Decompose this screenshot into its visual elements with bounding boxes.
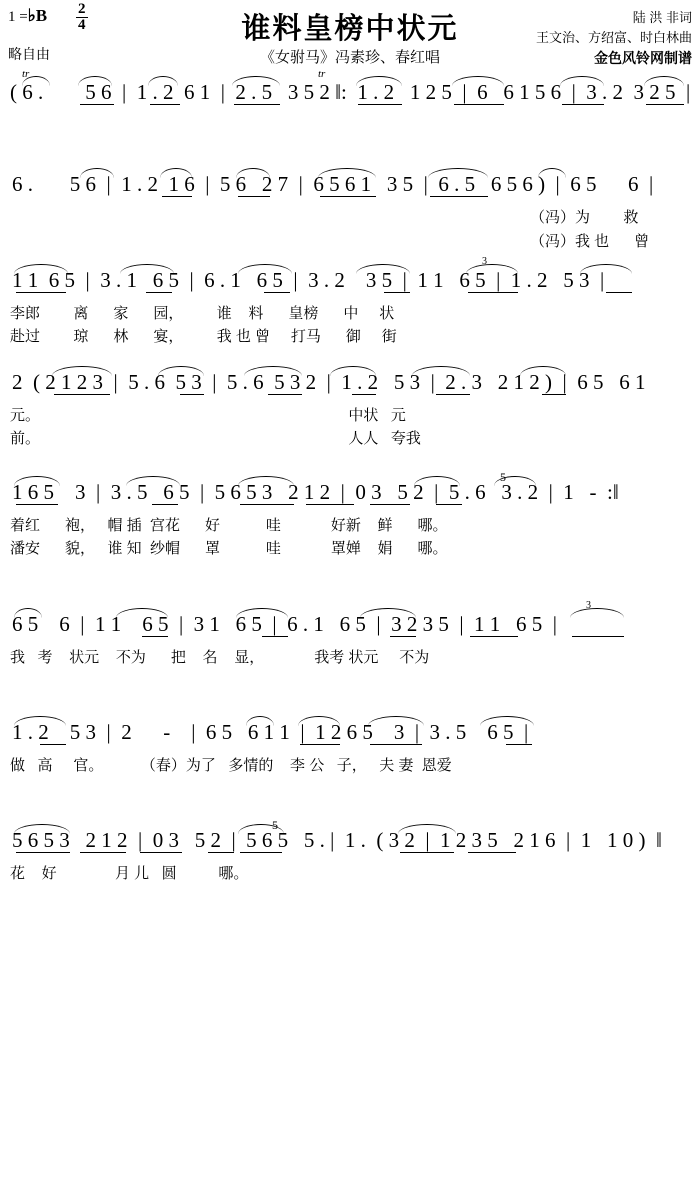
system-7-lyrics-line1: 做 高 官。 （春）为了 多情的 李 公 子， 夫 妻 恩爱 bbox=[10, 757, 452, 774]
system-8 bbox=[0, 818, 700, 885]
triplet-mark: 3 bbox=[482, 256, 487, 267]
system-2 bbox=[0, 172, 700, 253]
beam bbox=[146, 292, 172, 293]
system-6 bbox=[0, 600, 700, 669]
slur bbox=[466, 264, 518, 274]
beam bbox=[300, 744, 340, 745]
page-subtitle: 《女驸马》冯素珍、春红唱 bbox=[259, 49, 440, 66]
beam bbox=[572, 636, 624, 637]
beam bbox=[370, 744, 422, 745]
slur bbox=[360, 608, 416, 618]
system-7-notes: 1 . 2 5 3 | 2 - | 6 5 6 1 1 | 1 2 6 5 3 | 3 . 5 6 5 | bbox=[0, 720, 700, 754]
system-8-notes: 5 6 5 3 2 1 2 | 0 3 5 2 | 5 6 5 5 . | 1 . ( 3 2 | 1 2 3 5 2 1 6 | 1 1 0 ) ‖ 5 bbox=[12, 818, 662, 852]
system-2-lyrics-line1: （冯）为 救 bbox=[530, 209, 639, 226]
beam bbox=[400, 852, 454, 853]
beam bbox=[436, 504, 462, 505]
system-5-lyrics-line2: 潘安 貌， 谁 知 纱帽 罩 哇 罩婵 娟 哪。 bbox=[10, 540, 448, 557]
beam bbox=[390, 636, 416, 637]
slur bbox=[398, 824, 456, 834]
beam bbox=[358, 104, 402, 105]
system-2-lyrics-line2: （冯）我 也 曾 bbox=[530, 233, 650, 250]
system-5-lyrics-line1: 着红 袍， 帽 插 宫花 好 哇 好新 鲜 哪。 bbox=[10, 517, 448, 534]
grace-note: 5 bbox=[500, 470, 506, 484]
system-3-notes: 1 1 6 5 | 3 . 1 6 5 | 6 . 1 6 5 | 3 . 2 3 5 | 1 1 6 5 | 1 . 2 5 3 | 3 bbox=[0, 268, 700, 302]
slur bbox=[414, 476, 460, 486]
beam bbox=[240, 504, 294, 505]
beam bbox=[16, 852, 70, 853]
slur bbox=[116, 608, 168, 618]
system-4-lyrics-line1: 元。 中状 元 bbox=[10, 407, 406, 424]
beam bbox=[152, 504, 178, 505]
slur bbox=[238, 476, 294, 486]
slur bbox=[520, 366, 566, 376]
beam bbox=[562, 104, 604, 105]
system-7 bbox=[0, 720, 700, 777]
system-6-lyrics-line1: 我 考 状元 不为 把 名 显， 我考 状元 不为 bbox=[10, 649, 430, 666]
system-8-lyrics-line1: 花 好 月 儿 圆 哪。 bbox=[10, 865, 249, 882]
beam bbox=[180, 394, 204, 395]
beam bbox=[238, 196, 270, 197]
system-2-notes: 6 . 5 6 | 1 . 2 1 6 | 5 6 2 7 | 6 5 6 1 3 5 | 6 . 5 6 5 6 ) | 6 5 6 | bbox=[0, 172, 700, 206]
beam bbox=[384, 292, 410, 293]
beam bbox=[80, 104, 114, 105]
slur bbox=[580, 264, 632, 274]
beam bbox=[352, 394, 376, 395]
credits-block bbox=[536, 8, 692, 70]
beam bbox=[150, 104, 180, 105]
trill-mark: tr bbox=[22, 68, 30, 80]
slur bbox=[330, 366, 376, 376]
slur bbox=[52, 366, 112, 376]
key-value: ♭B bbox=[27, 6, 48, 25]
beam bbox=[208, 852, 234, 853]
beam bbox=[16, 504, 58, 505]
credit-lyricist: 陆 洪 非词 bbox=[632, 10, 692, 25]
beam bbox=[606, 292, 632, 293]
beam bbox=[234, 104, 280, 105]
slur bbox=[160, 168, 192, 178]
slur bbox=[480, 716, 534, 726]
slur bbox=[412, 366, 470, 376]
beam bbox=[468, 852, 516, 853]
trill-mark: tr bbox=[318, 68, 326, 80]
slur bbox=[318, 168, 376, 178]
beam bbox=[80, 852, 126, 853]
slur bbox=[570, 608, 624, 618]
tempo-marking: 略自由 bbox=[8, 46, 50, 62]
slur bbox=[120, 264, 174, 274]
slur bbox=[238, 264, 292, 274]
system-3-lyrics-line2: 赴过 琼 林 宴， 我 也 曾 打马 御 街 bbox=[10, 328, 397, 345]
score-header bbox=[0, 0, 700, 86]
key-label: 1 = bbox=[8, 9, 28, 25]
beam bbox=[468, 292, 518, 293]
beam bbox=[436, 394, 470, 395]
system-4 bbox=[0, 370, 700, 450]
beam bbox=[320, 196, 376, 197]
beam bbox=[262, 636, 288, 637]
slur bbox=[244, 366, 302, 376]
system-6-notes: 6 5 6 | 1 1 6 5 | 3 1 6 5 | 6 . 1 6 5 | 3 2 3 5 | 1 1 6 5 | 3 bbox=[0, 612, 700, 646]
beam bbox=[542, 394, 566, 395]
beam bbox=[470, 636, 518, 637]
beam bbox=[306, 504, 354, 505]
beam bbox=[268, 394, 302, 395]
beam bbox=[142, 636, 168, 637]
slur bbox=[236, 608, 288, 618]
system-3 bbox=[0, 256, 700, 348]
system-3-lyrics-line1: 李郎 离 家 园， 谁 料 皇榜 中 状 bbox=[10, 305, 395, 322]
slur bbox=[14, 608, 42, 618]
meter-denominator: 4 bbox=[78, 17, 86, 33]
slur bbox=[368, 716, 424, 726]
grace-note: 5 bbox=[272, 818, 278, 832]
beam bbox=[646, 104, 684, 105]
triplet-mark: 3 bbox=[586, 600, 591, 611]
slur bbox=[236, 168, 270, 178]
slur bbox=[246, 716, 274, 726]
beam bbox=[454, 104, 504, 105]
system-4-notes: 2 ( 2 1 2 3 | 5 . 6 5 3 | 5 . 6 5 3 2 | 1 . 2 5 3 | 2 . 3 2 1 2 ) | 6 5 6 1 bbox=[0, 370, 700, 404]
beam bbox=[140, 852, 182, 853]
beam bbox=[370, 504, 410, 505]
slur bbox=[428, 168, 488, 178]
system-5 bbox=[0, 470, 700, 560]
slur bbox=[80, 168, 114, 178]
page-title: 谁料皇榜中状元 bbox=[241, 13, 459, 45]
system-4-lyrics-line2: 前。 人人 夸我 bbox=[10, 430, 421, 447]
credit-engraver: 金色风铃网制谱 bbox=[594, 50, 692, 67]
system-1 bbox=[0, 68, 700, 114]
beam bbox=[240, 852, 282, 853]
meter-numerator: 2 bbox=[78, 1, 86, 17]
slur bbox=[126, 476, 180, 486]
slur bbox=[298, 716, 340, 726]
system-1-notes: ( 6 . 5 6 | 1 . 2 6 1 | 2 . 5 3 5 2 ‖: 1 . 2 1 2 5 | 6 6 1 5 6 | 3 . 2 3 2 5 | tr tr bbox=[10, 68, 691, 104]
beam bbox=[430, 196, 488, 197]
slur bbox=[14, 476, 60, 486]
beam bbox=[16, 292, 66, 293]
slur bbox=[158, 366, 204, 376]
beam bbox=[54, 394, 110, 395]
credit-composer: 王文治、方绍富、时白林曲 bbox=[535, 30, 692, 46]
system-5-notes: 1 6 5 3 | 3 . 5 6 5 | 5 6 5 3 2 1 2 | 0 3 5 2 | 5 . 6 3 . 2 | 1 - :‖ 5 bbox=[12, 470, 619, 504]
slur bbox=[356, 264, 410, 274]
beam bbox=[40, 744, 66, 745]
beam bbox=[506, 744, 532, 745]
slur bbox=[538, 168, 566, 178]
beam bbox=[264, 292, 290, 293]
beam bbox=[162, 196, 192, 197]
